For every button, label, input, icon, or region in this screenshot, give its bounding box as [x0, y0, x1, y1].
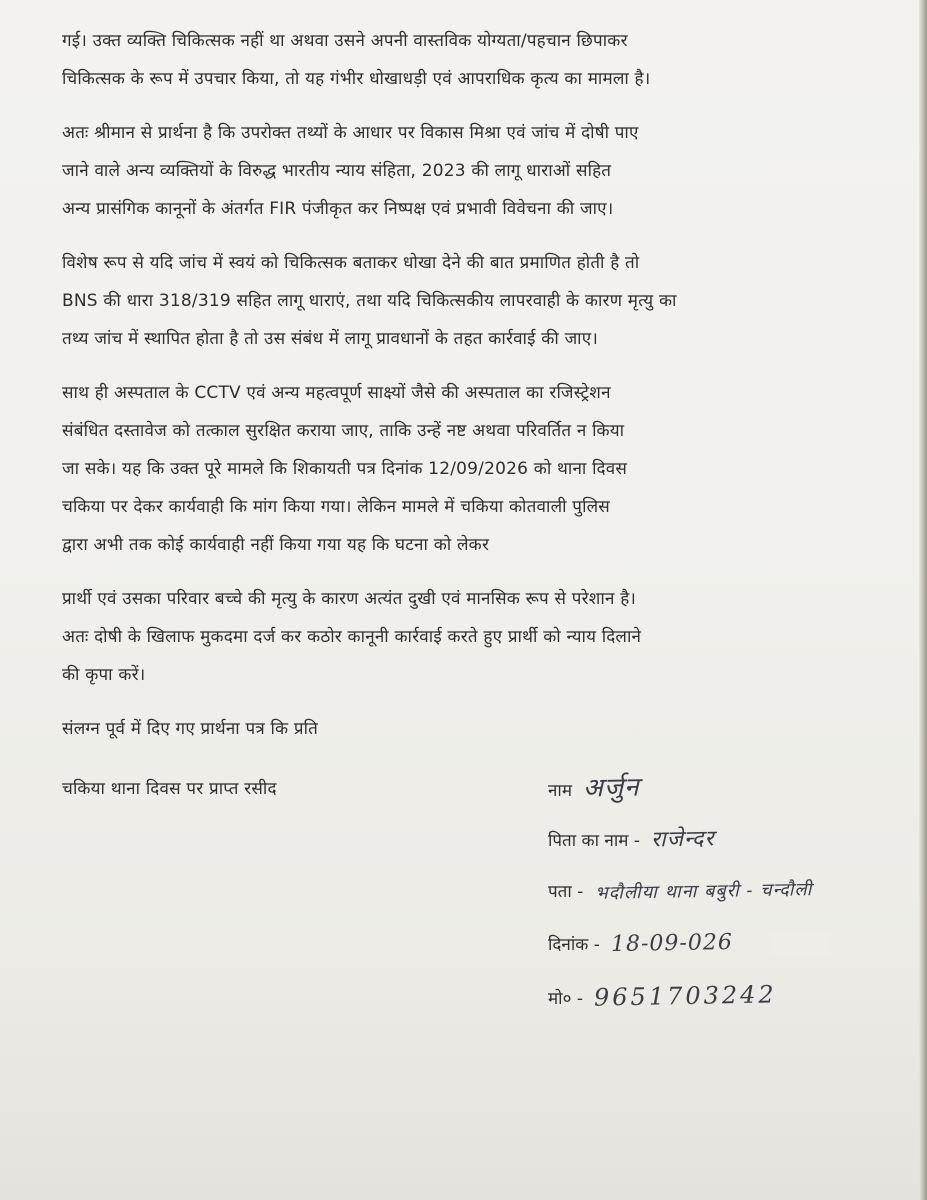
mobile-handwritten: 9651703242	[594, 980, 778, 1012]
signature-block	[548, 762, 908, 1022]
text-line: अतः श्रीमान से प्रार्थना है कि उपरोक्त तथ्यों के आधार पर विकास मिश्रा एवं जांच में दोषी पाए	[62, 123, 639, 143]
paper-edge-shadow	[919, 0, 927, 1200]
date-row	[548, 918, 908, 970]
text-line: साथ ही अस्पताल के CCTV एवं अन्य महत्वपूर्ण साक्ष्यों जैसे की अस्पताल का रजिस्ट्रेशन	[62, 383, 611, 403]
address-row	[548, 866, 908, 918]
redaction-smudge	[770, 933, 830, 955]
father-row	[548, 814, 908, 866]
address-handwritten: भदौलीया थाना बबुरी - चन्दौली	[594, 879, 813, 904]
paragraph-2	[62, 114, 862, 228]
address-label: पता -	[548, 882, 584, 902]
text-line: विशेष रूप से यदि जांच में स्वयं को चिकित्सक बताकर धोखा देने की बात प्रमाणित होती है तो	[62, 253, 640, 273]
mobile-row	[548, 970, 908, 1022]
paragraph-3	[62, 244, 862, 358]
mobile-label: मो० -	[548, 989, 583, 1009]
date-label: दिनांक -	[548, 935, 600, 955]
paragraph-1	[62, 22, 862, 98]
text-line: अन्य प्रासंगिक कानूनों के अंतर्गत FIR पंजीकृत कर निष्पक्ष एवं प्रभावी विवेचना की जाए।	[62, 199, 614, 219]
text-line: चिकित्सक के रूप में उपचार किया, तो यह गंभीर धोखाधड़ी एवं आपराधिक कृत्य का मामला है।	[62, 69, 651, 89]
text-line: प्रार्थी एवं उसका परिवार बच्चे की मृत्यु के कारण अत्यंत दुखी एवं मानसिक रूप से परेशान है।	[62, 589, 637, 609]
text-line: संबंधित दस्तावेज को तत्काल सुरक्षित कराया जाए, ताकि उन्हें नष्ट अथवा परिवर्तित न किया	[62, 421, 625, 441]
annexure-item: चकिया थाना दिवस पर प्राप्त रसीद	[62, 779, 277, 799]
text-line: जाने वाले अन्य व्यक्तियों के विरुद्ध भारतीय न्याय संहिता, 2023 की लागू धाराओं सहित	[62, 161, 612, 181]
father-label: पिता का नाम -	[548, 831, 640, 851]
text-line: जा सके। यह कि उक्त पूरे मामले कि शिकायती पत्र दिनांक 12/09/2026 को थाना दिवस	[62, 459, 628, 479]
annexure-item: संलग्न पूर्व में दिए गए प्रार्थना पत्र कि प्रति	[62, 719, 318, 739]
paragraph-5	[62, 580, 862, 694]
text-line: चकिया पर देकर कार्यवाही कि मांग किया गया। लेकिन मामले में चकिया कोतवाली पुलिस	[62, 497, 610, 517]
name-handwritten: अर्जुन	[583, 772, 641, 804]
text-line: BNS की धारा 318/319 सहित लागू धाराएं, तथा यदि चिकित्सकीय लापरवाही के कारण मृत्यु का	[62, 291, 677, 311]
text-line: की कृपा करें।	[62, 665, 146, 685]
text-line: अतः दोषी के खिलाफ मुकदमा दर्ज कर कठोर कानूनी कार्रवाई करते हुए प्रार्थी को न्याय दिलाने	[62, 627, 642, 647]
text-line: गई। उक्त व्यक्ति चिकित्सक नहीं था अथवा उसने अपनी वास्तविक योग्यता/पहचान छिपाकर	[62, 31, 628, 51]
name-row	[548, 762, 908, 814]
text-line: तथ्य जांच में स्थापित होता है तो उस संबंध में लागू प्रावधानों के तहत कार्रवाई की जाए।	[62, 329, 599, 349]
text-line: द्वारा अभी तक कोई कार्यवाही नहीं किया गया यह कि घटना को लेकर	[62, 535, 490, 555]
father-handwritten: राजेन्दर	[651, 826, 716, 853]
letter-body	[62, 22, 862, 830]
name-label: नाम	[548, 781, 573, 801]
date-handwritten: 18-09-026	[611, 929, 734, 958]
paragraph-4	[62, 374, 862, 564]
